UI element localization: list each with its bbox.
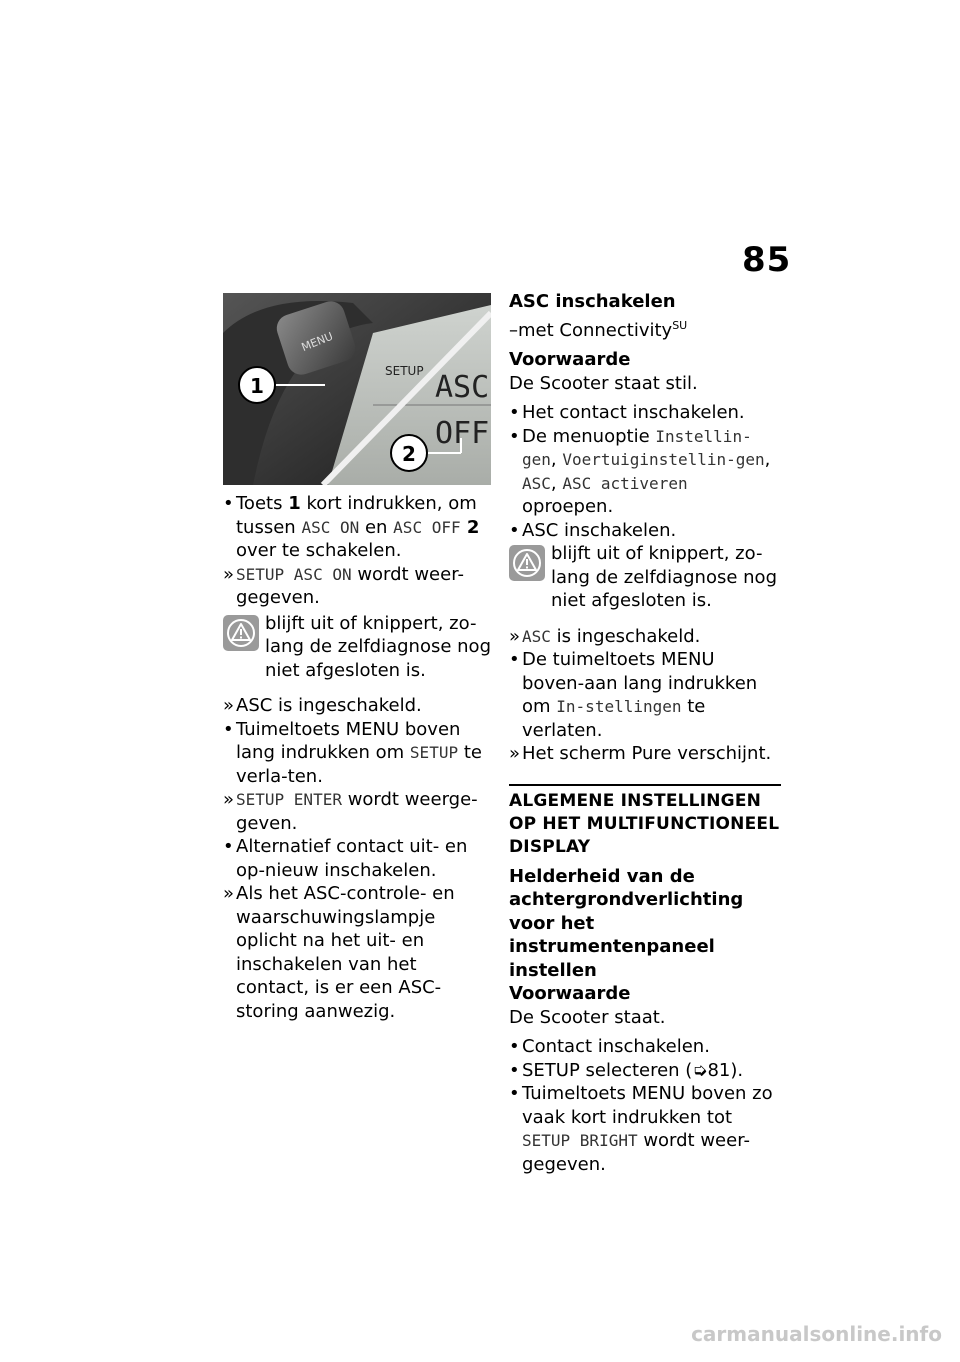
list-item: • De tuimeltoets MENU boven-aan lang indrukken om In-stellingen te verlaten. (509, 648, 781, 742)
menu-button-text: MENU (299, 329, 335, 354)
warning-text: blijft uit of knippert, zo-lang de zelfdiagnose nog niet afgesloten is. (265, 612, 491, 681)
list-item: • SETUP selecteren (➭81). (509, 1059, 781, 1083)
page-number: 85 (742, 240, 792, 280)
result-item: » Als het ASC-controle- en waarschuwingslampje oplicht na het uit- en inschakelen van het contact, is er een ASC-storing aanwezig. (223, 882, 495, 1023)
list-item: • Alternatief contact uit- en op-nieuw inschakelen. (223, 835, 495, 882)
warning-icon (223, 615, 259, 651)
warning-note (509, 542, 781, 613)
callout-2: 2 (402, 442, 416, 466)
warning-icon (509, 545, 545, 581)
result-item: » ASC is ingeschakeld. (223, 694, 495, 718)
right-column (509, 290, 781, 1176)
result-item: » SETUP ASC ON wordt weer-gegeven. (223, 563, 495, 610)
display-setup-text: SETUP (385, 364, 424, 378)
dashboard-photo (223, 293, 491, 485)
left-column (223, 492, 495, 1023)
result-item: » Het scherm Pure verschijnt. (509, 742, 781, 766)
section-subtitle: –met Connectivity$^{SU}$ (509, 318, 688, 341)
list-item: • Toets 1 kort indrukken, om tussen ASC ON en ASC OFF 2 over te schakelen. (223, 492, 495, 563)
list-item: • Tuimeltoets MENU boven zo vaak kort indrukken tot SETUP BRIGHT wordt weer-gegeven. (509, 1082, 781, 1176)
section-heading: ASC inschakelen (509, 291, 676, 312)
prerequisite-text: De Scooter staat stil. (509, 372, 698, 394)
list-item: • Contact inschakelen. (509, 1035, 781, 1059)
section-divider (509, 784, 781, 859)
warning-text: blijft uit of knippert, zo-lang de zelfdiagnose nog niet afgesloten is. (551, 543, 777, 611)
list-item: • ASC inschakelen. (509, 519, 781, 543)
callout-1: 1 (250, 374, 264, 398)
list-item: • Tuimeltoets MENU boven lang indrukken om SETUP te verla-ten. (223, 718, 495, 789)
prerequisite-text: De Scooter staat. (509, 1006, 666, 1028)
list-item: • Het contact inschakelen. (509, 401, 781, 425)
display-asc-text: ASC (435, 370, 490, 405)
prerequisite-label: Voorwaarde (509, 983, 631, 1004)
result-item: » SETUP ENTER wordt weerge-geven. (223, 788, 495, 835)
warning-note (223, 612, 495, 683)
display-off-text: OFF (435, 416, 490, 451)
watermark: carmanualsonline.info (691, 1322, 942, 1346)
result-item: » ASC is ingeschakeld. (509, 625, 781, 649)
list-item: • De menuoptie Instellin-gen, Voertuiginstellin-gen, ASC, ASC activeren oproepen. (509, 425, 781, 519)
prerequisite-label: Voorwaarde (509, 349, 631, 370)
subsection-title: Helderheid van de achtergrondverlichting voor het instrumentenpaneel instellen (509, 865, 744, 981)
page-reference-arrow-icon: ➭ (692, 1059, 708, 1081)
section-title: ALGEMENE INSTELLINGEN OP HET MULTIFUNCTIONEEL DISPLAY (509, 790, 780, 857)
